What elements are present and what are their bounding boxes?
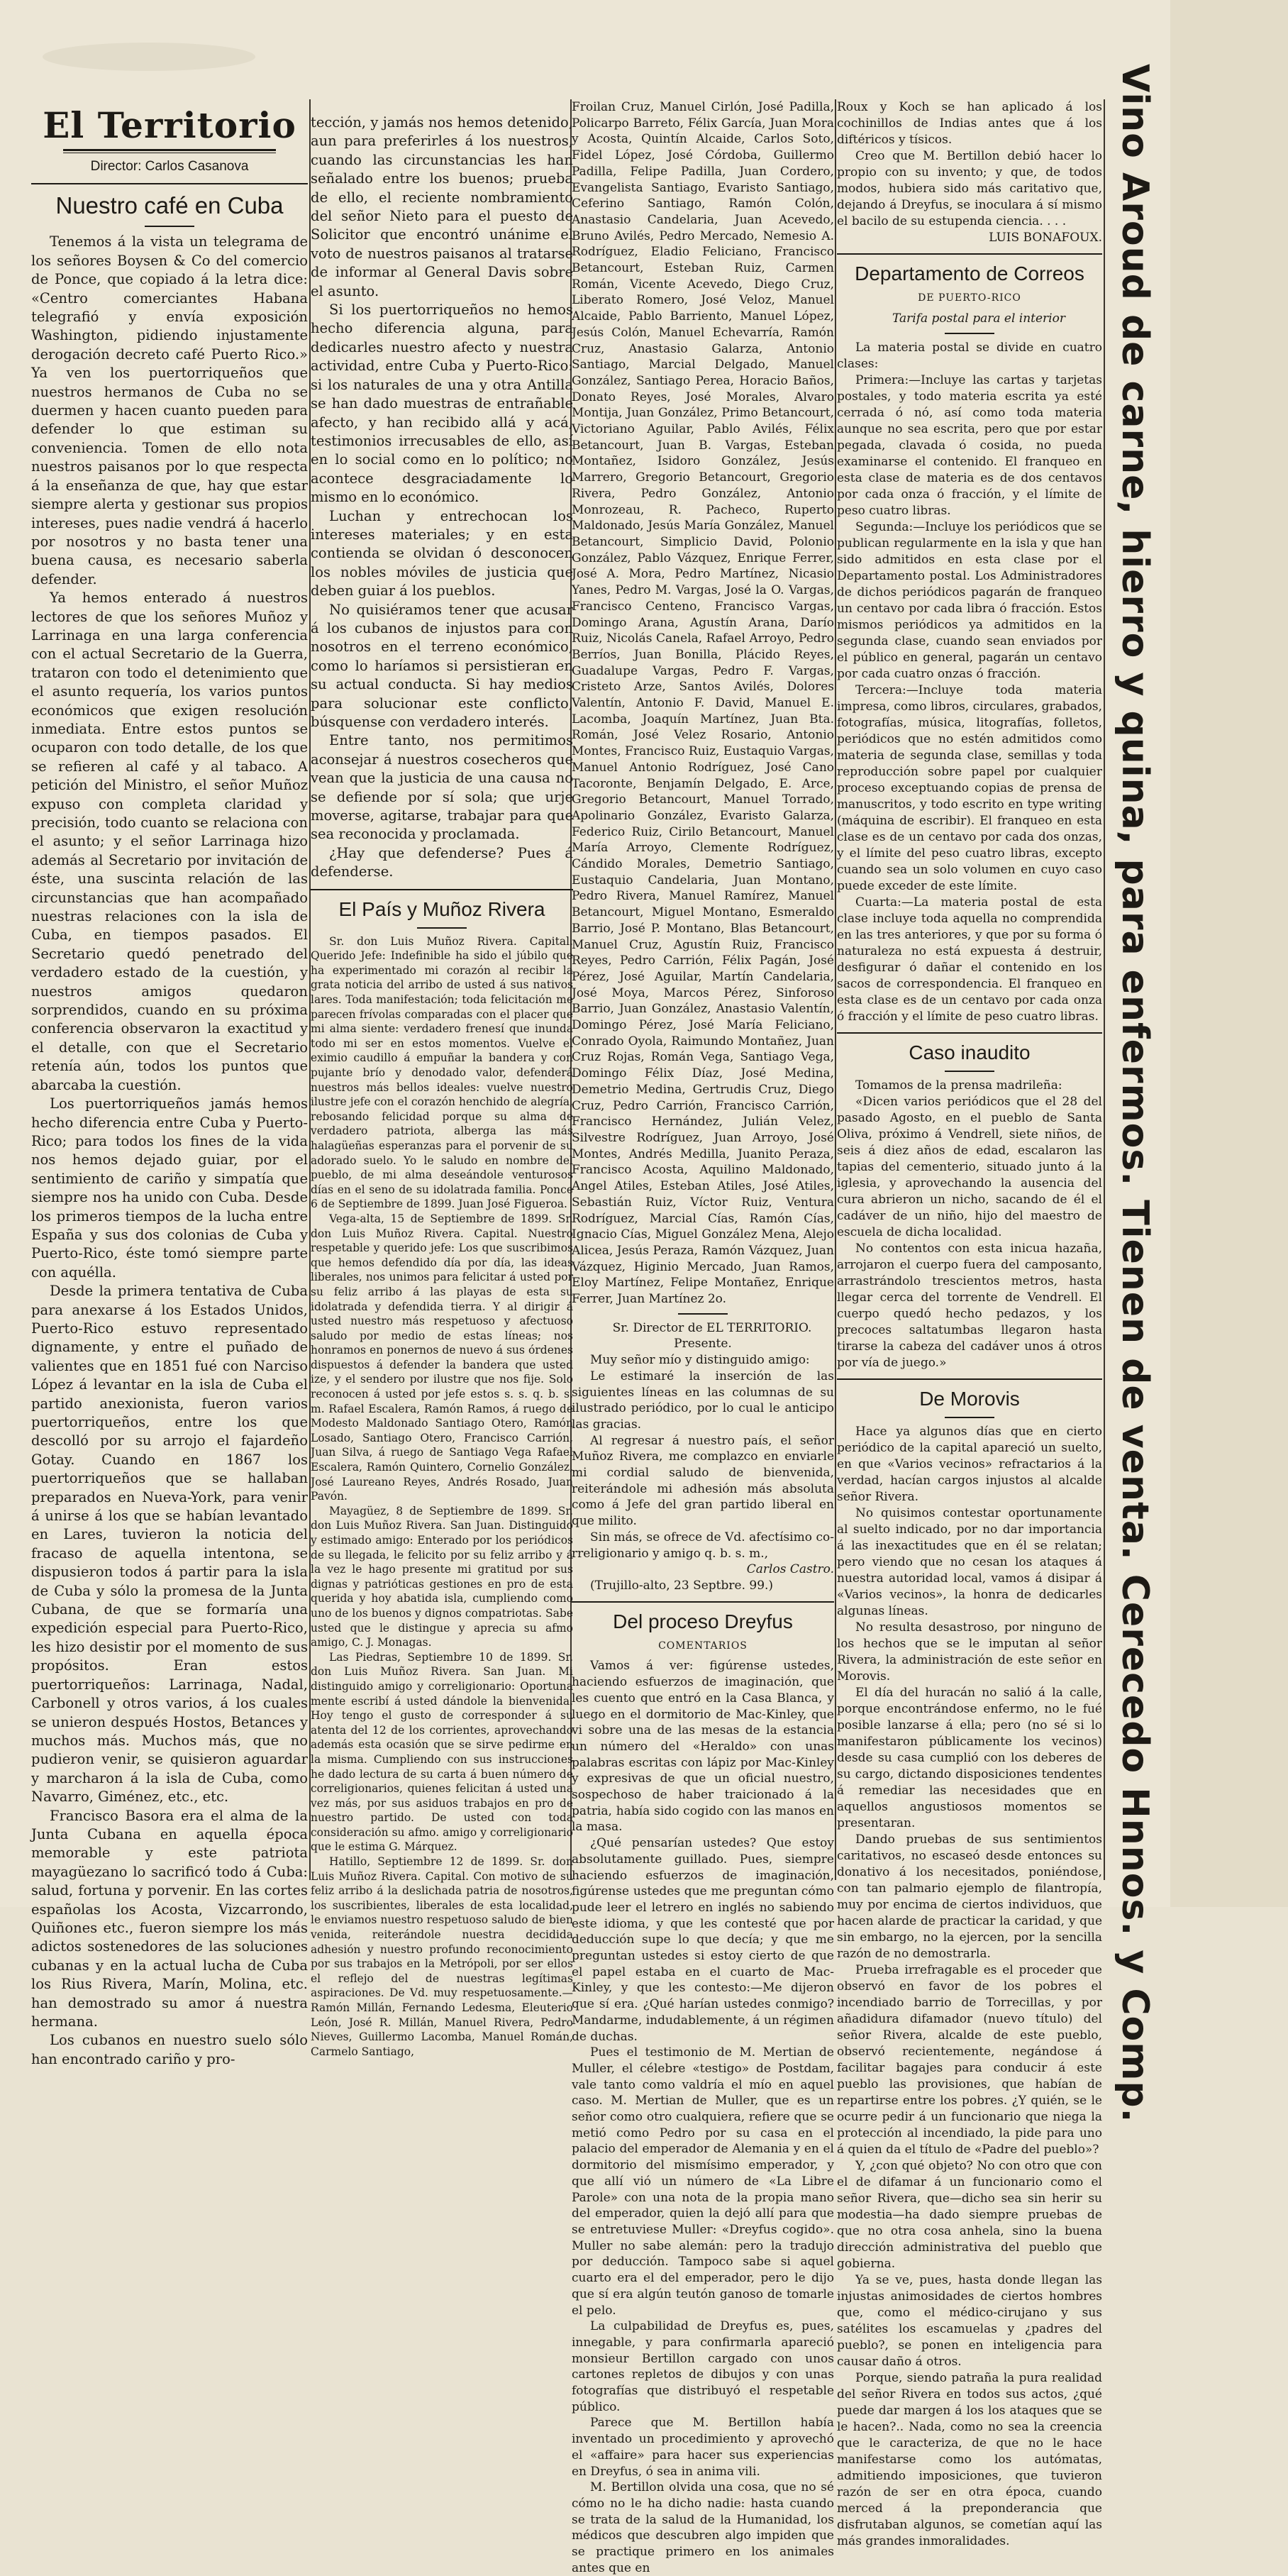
paragraph: Los puertorriqueños jamás hemos hecho diferencia entre Cuba y Puerto-Rico; para todos los fines de la vida nos hemos dejado guiar, por el sentimiento de cariño y simpatía que siempre nos ha unido con Cuba. Desde los primeros tiempos de la lucha entre España y sus dos colonias de Cuba y Puerto-Rico, éste tomó siempre parte con aquélla. bbox=[31, 1095, 308, 1281]
section-rule bbox=[572, 1601, 834, 1603]
masthead-rule bbox=[63, 149, 276, 153]
section-rule bbox=[837, 1032, 1102, 1034]
headline-rule bbox=[945, 1417, 994, 1418]
paragraph: Ya hemos enterado á nuestros lectores de que los señores Muñoz y Larrinaga en una larga conferencia con el actual Secretario de la Guerra, trataron con todo el detenimiento que el asunto requería, los varios puntos económicos que exigen resolución inmediata. Entre estos puntos se ocuparon con todo detalle, de los que se refieren al café y al tabaco. A petición del Ministro, el señor Muñoz expuso con completa claridad y precisión, todo cuanto se relaciona con el asunto; y el señor Larrinaga hizo además al Secretario por invitación de éste, una suscinta relación de las circunstancias que han acompañado nuestras relaciones con la isla de Cuba, en tiempos pasados. El Secretario quedó penetrado del verdadero estado de la cuestión, y nuestros amigos quedaron sorprendidos, cuando en su próxima conferencia observaron la exactitud y el detalle, con que el Secretario retenía aún, todos los puntos que abarcaba la cuestión. bbox=[31, 590, 308, 1093]
letter: Las Piedras, Septiembre 10 de 1899. Sr. don Luis Muñoz Rivera. San Juan. Mi distinguido amigo y correligionario: Oportuna mente escribí á usted dándole la bienvenida. Hoy tengo el gusto de corresponder á su atenta del 12 de los corrientes, aprovechando además esta ocasión que se sirve pedirme en la misma. Cumpliendo con sus instrucciones he dado lectura de su carta á buen número de correligionarios, quienes felicitan á usted una vez más, por sus asiduos trabajos en pro de nuestro partido. De usted con toda consideración su afmo. amigo y correligionario que le estima G. Márquez. bbox=[311, 1650, 573, 1854]
paragraph: La culpabilidad de Dreyfus es, pues, innegable, y para confirmarla apareció monsieur Bertillon cargado con unos cartones repletos de dibujos y con unas fotografías que distribuyó el respetable público. bbox=[572, 2319, 834, 2414]
headline-rule bbox=[417, 927, 467, 929]
paragraph: Le estimaré la inserción de las siguientes líneas en las columnas de su ilustrado periódico, por lo cual le anticipo las gracias. bbox=[572, 1369, 834, 1432]
paragraph: Tercera:—Incluye toda materia impresa, como libros, circulares, grabados, fotografías, música, litografías, folletos, periódicos que no estén admitidos como materia de segunda clase, semillas y toda reproducción sobre papel por cualquier proceso exceptuando copias de prensa de manuscritos, y todo escrito en type writing (máquina de escribir). El franqueo en esta clase es de un centavo por cada dos onzas, y el límite del peso cuatro libras, excepto cuando sea un solo volumen en cuyo caso puede exceder de este límite. bbox=[837, 683, 1102, 893]
headline-rule bbox=[145, 226, 194, 227]
column-4 bbox=[837, 99, 1102, 2548]
column-1 bbox=[31, 104, 308, 2067]
headline-nuestro-cafe: Nuestro café en Cuba bbox=[55, 192, 284, 219]
paragraph: No quisimos contestar oportunamente al suelto indicado, por no dar importancia á las inexactitudes que en él se relatan; pero viendo que no cesan los ataques á nuestra autoridad local, vamos á disipar á «Varios vecinos», la honra de dedicarles algunas líneas. bbox=[837, 1506, 1102, 1618]
letters-block bbox=[311, 934, 573, 2060]
paragraph: Cuarta:—La materia postal de esta clase incluye toda aquella no comprendida en las tres anteriores, y que por su forma ó naturaleza no está expuesta á destruir, desfigurar ó dañar el contenido en los sacos de correspondencia. El franqueo en esta clase es de un centavo por cada onza ó fracción y el límite de peso cuatro libras. bbox=[837, 895, 1102, 1024]
signatories-list: Froilan Cruz, Manuel Cirlón, José Padilla, Policarpo Barreto, Félix García, Juan Mora y Acosta, Quintín Alcaide, Carlos Soto, Fidel López, José Córdoba, Guillermo Padilla, Felipe Padilla, Juan Cordero, Evangelista Santiago, Evaristo Santiago, Ceferino Santiago, Ramón Colón, Anastasio Candelaria, Juan Acevedo, Bruno Avilés, Pedro Mercado, Nemesio A. Rodríguez, Eladio Feliciano, Francisco Betancourt, Esteban Ruiz, Carmen Román, Vicente Acevedo, Diego Cruz, Liberato Romero, José Veloz, Manuel Alcaide, Pablo Barriento, Manuel López, Jesús Colón, Manuel Echevarría, Ramón Cruz, Anastasio Galarza, Antonio Santiago, Marcial Delgado, Manuel González, Santiago Perea, Horacio Baños, Donato Reyes, José Morales, Alvaro Montija, Juan González, Primo Betancourt, Victoriano Aguilar, Pablo Avilés, Félix Betancourt, Juan B. Vargas, Esteban Montañez, Isidoro González, Jesús Marrero, Gregorio Betancourt, Gregorio Rivera, Pedro González, Antonio Monrozeau, R. Pacheco, Ruperto Maldonado, Jesús María González, Manuel Betancourt, Simplicio David, Polonio González, Pablo Vázquez, Enrique Ferrer, José A. Mora, Pedro Martínez, Nicasio Yanes, Pedro M. Vargas, José la O. Vargas, Francisco Centeno, Francisco Vargas, Domingo Arana, Agustín Arana, Darío Ruiz, Nicolás Canela, Rafael Arroyo, Pedro Berríos, Juan Bonilla, Plácido Reyes, Guadalupe Vargas, Pedro F. Vargas, Cristeto Arze, Santos Avilés, Dolores Valentín, Antonio F. David, Manuel E. Lacomba, Joaquín Martínez, Juan Bta. Román, José Velez Rosario, Antonio Montes, Francisco Ruiz, Eustaquio Vargas, Manuel Antonio Rodríguez, José Cano Tacoronte, Benjamín Delgado, E. Arce, Gregorio Betancourt, Manuel Torrado, Apolinario González, Evaristo Galarza, Federico Ruiz, Cirilo Betancourt, Manuel María Arroyo, Clemente Rodríguez, Cándido Morales, Demetrio Santiago, Eustaquio Candelaria, Juan Montano, Pedro Rivera, Manuel Ramírez, Manuel Betancourt, Miguel Montano, Esmeraldo Barrio, José P. Montano, Blas Betancourt, Manuel Cruz, Agustín Ruiz, Francisco Reyes, Pedro Carrión, Félix Pagán, José Pérez, José Aguilar, Martín Candelaria, José Moya, Marcos Pérez, Sinforoso Barrio, Juan González, Anastasio Valentín, Domingo Pérez, José María Feliciano, Conrado Oyola, Raimundo Montañez, Juan Cruz Rojas, Román Vega, Santiago Vega, Domingo Félix Díaz, José Medina, Demetrio Medina, Gertrudis Cruz, Diego Cruz, Pedro Carrión, Francisco Carrión, Francisco Hernández, Julián Velez, Silvestre Rodríguez, Juan Arroyo, José Montes, Andrés Medilla, Juanito Peraza, Francisco Acosta, Aquilino Maldonado, Angel Atiles, Esteban Atiles, José Atiles, Sebastián Ruiz, Víctor Ruiz, Ventura Rodríguez, Marcial Cías, Ramón Cías, Ignacio Cías, Miguel González Mena, Alejo Alicea, Jesús Peraza, Ramón Vázquez, Juan Vázquez, Higinio Mercado, Juan Ramos, Eloy Martínez, Felipe Montañez, Enrique Ferrer, Juan Martínez 2o. bbox=[572, 100, 834, 1307]
paragraph: ¿Qué pensarían ustedes? Que estoy absolutamente guillado. Pues, siempre haciendo esfuerzos de imaginación, figúrense ustedes que me preguntan cómo pude leer el letrero en inglés no sabiendo este idioma, y que les contesté que por deducción supe lo que decía; y que me preguntan ustedes si estoy cierto de que el papel estaba en el cuarto de Mac-Kinley, y que les contesto:—Me dijeron que sí era. ¿Qué harían ustedes conmigo? Mandarme, indudablemente, á un régimen de duchas. bbox=[572, 1836, 834, 2044]
paragraph: «Dicen varios periódicos que el 28 del pasado Agosto, en el pueblo de Santa Oliva, próximo á Vendrell, siete niños, de seis á diez años de edad, escalaron las tapias del cementerio, situado junto á la iglesia, y aprovechando la ausencia del cura abrieron un nicho, sacando de él el cadáver de un niño, hijo del maestro de escuela de dicha localidad. bbox=[837, 1095, 1102, 1239]
headline-rule bbox=[945, 1071, 994, 1072]
headline-de-morovis: De Morovis bbox=[919, 1388, 1020, 1410]
letter: Vega-alta, 15 de Septiembre de 1899. Sr. don Luis Muñoz Rivera. Capital. Nuestro respetable y querido jefe: Los que suscribimos que hemos defendido día por día, las ideas liberales, nos unimos para felicitar á usted por su feliz arribo á las playas de esta su idolatrada y defendida tierra. Y al dirigir á usted nuestro más respetuoso y afectuoso saludo por medio de estas líneas; nos honramos en ponernos de nuevo á sus órdenes dispuestos á defender la bandera que usted ize, y el sendero por ilustre que nos fije. Solo reconocen á usted por jefe estos s. s. q. b. s. m. Rafael Escalera, Ramón Ramos, á ruego de Modesto Maldonado Santiago Otero, Ramón Losado, Santiago Otero, Francisco Carrión, Juan Silva, á ruego de Santiago Vega Rafael Escalera, Ramón Quintero, Cornelio González, José Laureano Reyes, Andrés Rosado, Juan Pavón. bbox=[311, 1212, 573, 1503]
paragraph: Roux y Koch se han aplicado á los cochinillos de Indias antes que á los diftéricos y tísicos. bbox=[837, 100, 1102, 147]
paragraph: Segunda:—Incluye los periódicos que se publican regularmente en la isla y que han sido admitidos en esta clase por el Departamento postal. Los Administradores de dichos periódicos pagarán de franqueo un centavo por cada libra ó fracción. Estos mismos periódicos ya admitidos en la segunda clase, cuando sean enviados por el público en general, pagarán un centavo por cada cuatro onzas ó fracción. bbox=[837, 520, 1102, 681]
paragraph: Prueba irrefragable es el proceder que observó en favor de los pobres el incendiado barrio de Torrecillas, y por añadidura difamador (nuevo título) del señor Rivera, alcalde de este pueblo, observó recientemente, negándose á facilitar bagajes para conducir á este pueblo las provisiones, que habían de repartirse entre los pobres. ¿Y quién, se le ocurre pedir á un funcionario que niega la protección al incendiado, la pide para uno á quien da el título de «Padre del pueblo»? bbox=[837, 1963, 1102, 2157]
paragraph: tección, y jamás nos hemos detenido, aun para preferirles á los nuestros, cuando las circunstancias les han señalado entre los buenos; prueba de ello, el reciente nombramiento del señor Nieto para el puesto de Solicitor que encontró unánime el voto de nuestros paisanos al tratarse de informar al General Davis sobre el asunto. bbox=[311, 114, 573, 299]
subheadline: DE PUERTO-RICO bbox=[918, 292, 1021, 304]
paragraph: Los cubanos en nuestro suelo sólo han encontrado cariño y pro- bbox=[31, 2032, 308, 2067]
column-divider bbox=[1104, 99, 1105, 1880]
paragraph: Tenemos á la vista un telegrama de los señores Boysen & Co del comercio de Ponce, que copiado á la letra dice: «Centro comerciantes Habana telegrafió y envía exposición Washington, pidiendo injustamente derogación decreto café Puerto Rico.» Ya ven los puertorriqueños que nuestros hermanos de Cuba no se duermen y hacen cuanto pueden para defender lo que estiman su conveniencia. Tomen de ello nota nuestros paisanos por lo que respecta á la enseñanza de que, hay que estar siempre alerta y gestionar sus propios intereses, pues nadie vendrá á hacerlo por nosotros y no basta tener una buena causa, es necesario saberla defender. bbox=[31, 233, 308, 587]
advertisement-text: Vino Aroud de carne, hierro y quina, para enfermos. Tienen de venta. Cerecedo Hnnos. y Comp. bbox=[1114, 64, 1156, 2123]
headline-el-pais: El País y Muñoz Rivera bbox=[338, 897, 545, 920]
headline-rule bbox=[945, 333, 994, 334]
masthead-separator bbox=[31, 183, 308, 184]
paragraph: Tomamos de la prensa madrileña: bbox=[855, 1078, 1062, 1093]
paragraph: Vamos á ver: figúrense ustedes, haciendo esfuerzos de imaginación, que les cuento que entró en la Casa Blanca, y luego en el dormitorio de Mac-Kinley, que vi sobre una de las mesas de la estancia un número del «Heraldo» con unas palabras escritas con lápiz por Mac-Kinley y expresivas de que un oficial nuestro, sospechoso de haber traicionado á la patria, había sido cogido con las manos en la masa. bbox=[572, 1659, 834, 1835]
column-divider bbox=[835, 99, 836, 1880]
subheadline: COMENTARIOS bbox=[658, 1640, 748, 1652]
paragraph: El día del huracán no salió á la calle, porque encontrándose enfermo, no le fué posible lanzarse á ella; pero (no sé si lo manifestaron públicamente los vecinos) desde su casa cumplió con los deberes de su cargo, dictando disposiciones tendentes á remediar las necesidades que en aquellos angustiosos momentos se presentaran. bbox=[837, 1686, 1102, 1830]
letter-heading: Sr. Director de EL TERRITORIO. Presente. bbox=[612, 1320, 812, 1351]
page-margin bbox=[1170, 0, 1288, 1907]
paragraph: Parece que M. Bertillon había inventado un procedimiento y aprovechó el «affaire» para hacer sus experiencias en Dreyfus, ó sea in anima vili. bbox=[572, 2416, 834, 2479]
section-rule bbox=[837, 253, 1102, 255]
masthead bbox=[31, 105, 308, 176]
paragraph: La materia postal se divide en cuatro clases: bbox=[837, 341, 1102, 371]
dateline: (Trujillo-alto, 23 Septbre. 99.) bbox=[590, 1578, 774, 1593]
paragraph: Pues el testimonio de M. Mertian de Muller, el célebre «testigo» de Postdam, vale tanto como valdría el mío en aquel caso. M. Mertian de Muller, que es un señor como otro cualquiera, refiere que se metió como Pedro por su casa en el palacio del emperador de Alemania y en el dormitorio del mismísimo emperador, y que allí vió un número de «La Libre Parole» con una nota de la propia mano del emperador, quien la dejó allí para que se entretuviese Muller: «Dreyfus cogido». Muller no sabe alemán: pero la tradujo por deducción. Tampoco sabe si aquel cuarto era el del emperador, pero le dijo que sí era algún teutón ganoso de tomarle el pelo. bbox=[572, 2045, 834, 2318]
paragraph: Dando pruebas de sus sentimientos caritativos, no escaseó desde entonces su donativo á los necesitados, poniéndose, con tan palmario ejemplo de filantropía, muy por encima de ciertos individuos, que hacen alarde de practicar la caridad, y que sin embargo, no la ejercen, por la sencilla razón de no demostrarla. bbox=[837, 1833, 1102, 1961]
director-line: Director: Carlos Casanova bbox=[90, 159, 249, 174]
paragraph: Muy señor mío y distinguido amigo: bbox=[590, 1353, 810, 1368]
paragraph: Entre tanto, nos permitimos aconsejar á nuestros cosecheros que vean que la justicia de una causa no se defiende por sí sola; que urje moverse, agitarse, trabajar para que sea reconocida y proclamada. bbox=[311, 732, 573, 843]
paragraph: Porque, siendo patraña la pura realidad del señor Rivera en todos sus actos, ¿qué puede dar margen á los los ataques que se le hacen?.. Nada, como no sea la creencia que le caracteriza, de que no le hace manifestarse como los autómatas, admitiendo imposiciones, que tuvieron razón de ser en otra época, cuando merced á la preponderancia que disfrutaban algunos, se cometían aquí las más grandes inmoralidades. bbox=[837, 2371, 1102, 2548]
paragraph: Creo que M. Bertillon debió hacer lo propio con su invento; y que, de todos modos, hubiera sido más caritativo que, dejando á Dreyfus, se inoculara á sí mismo el bacilo de su estupenda ciencia. . . . bbox=[837, 149, 1102, 228]
section-rule bbox=[837, 1378, 1102, 1380]
column-2 bbox=[311, 114, 573, 2058]
letter: Sr. don Luis Muñoz Rivera. Capital. Querido Jefe: Indefinible ha sido el júbilo que ha experimentado mi corazón al recibir la grata noticia del arribo de usted á sus nativos lares. Toda manifestación; toda felicitación me parecen frívolas comparadas con el placer que mi alma siente: verdadero frenesí que inunda todo mi ser en estos momentos. Vuelve el eximio caudillo á empuñar la bandera y con pujante brío y denodado valor, defenderá nuestros más bellos ideales: vuelve nuestro ilustre jefe con el corazón henchido de alegría, rebosando felicidad porque su alma de verdadero patriota, alberga las más halagüeñas esperanzas para el porvenir de su adorado suelo. Yo le saludo en nombre del pueblo, de mi alma deseándole venturosos días en el seno de su idolatrada familia. Ponce 6 de Septiembre de 1899. Juan José Figueroa. bbox=[311, 934, 573, 1211]
paragraph: Ya se ve, pues, hasta donde llegan las injustas animosidades de ciertos hombres que, como el médico-cirujano y sus satélites los escamuelas y ¿padres del pueblo?, se ponen en inteligencia para causar daño á otros. bbox=[837, 2273, 1102, 2369]
paper-stain bbox=[43, 43, 255, 71]
column-3 bbox=[572, 99, 834, 2575]
paragraph: ¿Hay que defenderse? Pues á defenderse. bbox=[311, 844, 573, 880]
paragraph: Y, ¿con qué objeto? No con otro que con el de difamar á un funcionario como el señor Rivera, que—dicho sea sin herir su modestia—ha dado siempre pruebas de que no otra cosa anhela, sino la buena dirección administrativa del pueblo que gobierna. bbox=[837, 2159, 1102, 2271]
newspaper-title: El Territorio bbox=[43, 104, 296, 146]
paragraph: Sin más, se ofrece de Vd. afectísimo co-rreligionario y amigo q. b. s. m., bbox=[572, 1530, 834, 1561]
letter: Hatillo, Septiembre 12 de 1899. Sr. don Luis Muñoz Rivera. Capital. Con motivo de su feliz arribo á la deslichada patria de nosotros, los suscribientes, liberales de esta localidad, le enviamos nuestro respetuoso saludo de bien venida, reiterándole nuestra decidida adhesión y nuestro profundo reconocimiento por sus trabajos en la Metrópoli, por ser ellos el reflejo del de nuestras legítimas aspiraciones. De Vd. muy respetuosamente.—Ramón Millán, Fernando Ledesma, Eleuterio León, José R. Millán, Manuel Rivera, Pedro Nieves, Guillermo Lacomba, Manuel Román, Carmelo Santiago, bbox=[311, 1855, 573, 2058]
paragraph: Primera:—Incluye las cartas y tarjetas postales, y todo materia escrita ya esté cerrada ó nó, así como toda materia aunque no sea escrita, pero que por estar pegada, clavada ó cosida, no pueda examinarse el contenido. El franqueo en esta clase de materia es de dos centavos por cada onza ó fracción, y el límite de peso cuatro libras. bbox=[837, 373, 1102, 518]
signature: Carlos Castro. bbox=[746, 1562, 834, 1577]
paragraph: Desde la primera tentativa de Cuba para anexarse á los Estados Unidos, Puerto-Rico estuvo representado dignamente, y entre el puñado de valientes que en 1851 fué con Narciso López á levantar en la isla de Cuba el partido anexionista, fueron varios puertorriqueños, entre los que descolló por su arrojo el fajardeño Gotay. Cuando en 1867 los puertorriqueños que se hallaban preparados en Nueva-York, para venir á unirse á los que se habían levantado en Lares, tuvieron la noticia del fracaso de aquella intentona, se dispusieron todos á partir para la isla de Cuba y sólo la promesa de la Junta Cubana, de que se formaría una expedición especial para Puerto-Rico, les hizo desistir por el momento de sus propósitos. Eran estos puertorriqueños: Larrinaga, Nadal, Carbonell y otros varios, á los cuales se unieron después Hostos, Betances y muchos más. Muchos más, que no pudieron venir, se quisieron aguardar y marcharon á la isla de Cuba, como Navarro, Giménez, etc., etc. bbox=[31, 1283, 308, 1806]
signature: LUIS BONAFOUX. bbox=[989, 231, 1102, 245]
paragraph: Luchan y entrechocan los intereses materiales; y en esta contienda se olvidan ó desconocen los nobles móviles de justicia que deben guiar á los pueblos. bbox=[311, 507, 573, 599]
article-nuestro-cafe-body bbox=[31, 233, 308, 2069]
paragraph: Al regresar á nuestro país, el señor Muñoz Rivera, me complazco en enviarle mi cordial saludo de bienvenida, reiterándole mi adhesión más absoluta como á Jefe del gran partido liberal en que milito. bbox=[572, 1433, 834, 1529]
vertical-advertisement bbox=[1114, 64, 1156, 2123]
section-rule bbox=[678, 1313, 728, 1315]
paragraph: No contentos con esta inicua hazaña, arrojaron el cuerpo fuera del camposanto, arrastrándolo trescientos metros, hasta llegar cerca del torrente de Vendrell. El cuerpo quedó hecho pedazos, y los precoces saltatumbas llegaron hasta tirarse la cabeza del cadáver unos á otros por vía de juego.» bbox=[837, 1242, 1102, 1370]
tariff-title: Tarifa postal para el interior bbox=[892, 311, 1065, 326]
paragraph: No resulta desastroso, por ninguno de los hechos que se le imputan al señor Rivera, la administración de este señor en Morovis. bbox=[837, 1620, 1102, 1684]
headline-caso-inaudito: Caso inaudito bbox=[909, 1041, 1031, 1063]
headline-correos: Departamento de Correos bbox=[855, 262, 1084, 284]
paragraph: Si los puertorriqueños no hemos hecho diferencia alguna, para dedicarles nuestro afecto y nuestra actividad, entre Cuba y Puerto-Rico: si los naturales de una y otra Antilla se han dado muestras de entrañable afecto, y han recibido allá y acá, testimonios irrecusables de ello, así en lo social como en lo político; no acontece desgraciadamente lo mismo en lo económico. bbox=[311, 302, 573, 506]
paragraph: No quisiéramos tener que acusar á los cubanos de injustos para con nosotros en el terreno económico, como lo haríamos si persistieran en su actual conducta. Si hay medios para solucionar este conflicto, búsquense con verdadero interés. bbox=[311, 601, 573, 730]
letter: Mayagüez, 8 de Septiembre de 1899. Sr. don Luis Muñoz Rivera. San Juan. Distinguido y estimado amigo: Enterado por los periódicos de su llegada, le felicito por su feliz arribo y á la vez le hago presente mi gratitud por sus dignas y patrióticas gestiones en pro de esta querida y hoy abatida isla, cumpliendo como uno de los buenos y dignos compatriotas. Sabe usted que le distingue y aprecia su afmo amigo, C. J. Monagas. bbox=[311, 1504, 573, 1649]
section-rule bbox=[311, 889, 573, 890]
paragraph: Francisco Basora era el alma de la Junta Cubana en aquella época memorable y este patriota mayagüezano lo sacrificó todo á Cuba: salud, fortuna y porvenir. En las cortes españolas los Acosta, Vizcarrondo, Quiñones etc., fueron siempre los más adictos sostenedores de las soluciones cubanas y en la actual lucha de Cuba los Rius Rivera, Marín, Molina, etc. han demostrado su amor á nuestra hermana. bbox=[31, 1807, 308, 2030]
paragraph: M. Bertillon olvida una cosa, que no sé cómo no le ha dicho nadie: hasta cuando se trata de la salud de la Humanidad, los médicos que descubren algo impiden que se practique primero en los animales antes que en bbox=[572, 2480, 834, 2575]
headline-dreyfus: Del proceso Dreyfus bbox=[613, 1610, 793, 1632]
paragraph: Hace ya algunos días que en cierto periódico de la capital apareció un suelto, en que «Varios vecinos» refractarios á la verdad, hacían cargos injustos al alcalde señor Rivera. bbox=[837, 1425, 1102, 1504]
